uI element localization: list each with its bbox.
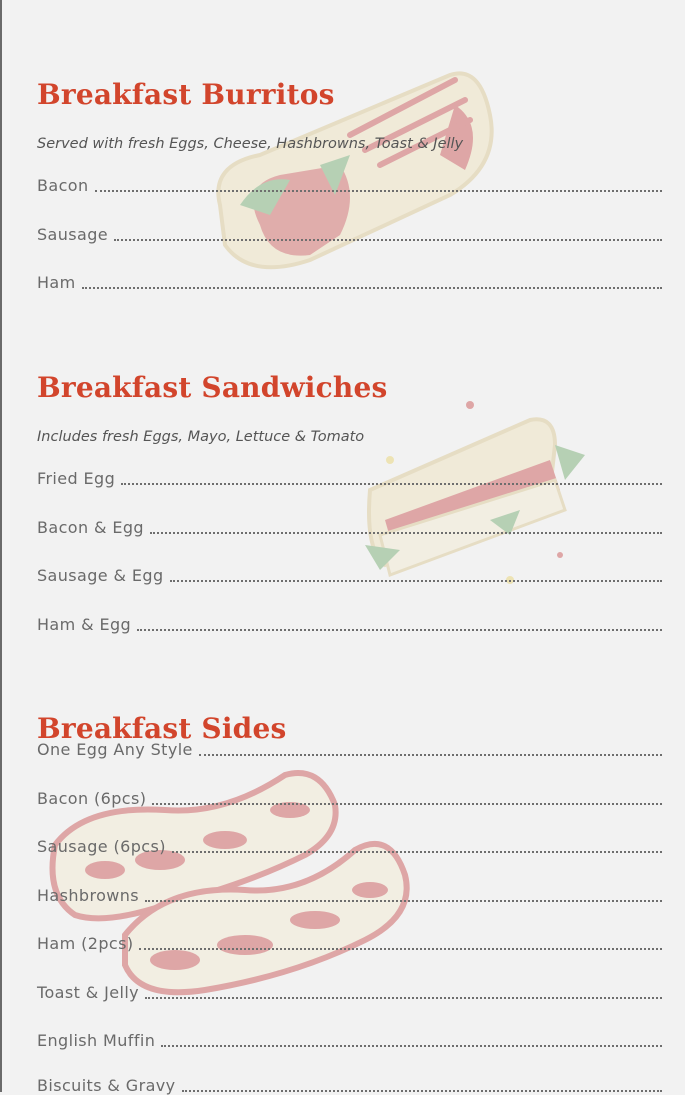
dotted-leader [152,802,662,805]
dotted-leader [145,899,662,902]
menu-item-name: Sausage & Egg [37,566,164,585]
menu-item[interactable] [37,788,662,808]
menu-item[interactable] [37,224,662,244]
menu-item-name: Ham & Egg [37,615,132,634]
menu-item[interactable] [37,517,662,537]
dotted-leader [82,286,662,289]
sandwich-illustration [360,400,610,590]
menu-item-name: Bacon & Egg [37,518,144,537]
dotted-leader [199,753,662,756]
menu-item-name: Bacon [37,176,89,195]
section-title: Breakfast Sides [37,712,287,745]
menu-item-name: Hashbrowns [37,886,140,905]
menu-item[interactable] [37,982,662,1002]
menu-item-name: Fried Egg [37,469,116,488]
dotted-leader [95,189,662,192]
menu-item[interactable] [37,1075,662,1095]
menu-item[interactable] [37,933,662,953]
menu-item[interactable] [37,836,662,856]
menu-item[interactable] [37,565,662,585]
dotted-leader [114,238,662,241]
menu-item-name: Bacon (6pcs) [37,789,147,808]
left-border [0,0,2,1092]
dotted-leader [121,482,662,485]
dotted-leader [137,628,662,631]
dotted-leader [161,1044,662,1047]
menu-item-name: Toast & Jelly [37,983,140,1002]
menu-item[interactable] [37,1030,662,1050]
section-title: Breakfast Burritos [37,78,335,111]
dotted-leader [150,531,662,534]
menu-item-name: Biscuits & Gravy [37,1076,176,1095]
dotted-leader [172,850,662,853]
menu-item-name: English Muffin [37,1031,156,1050]
menu-item-name: Ham (2pcs) [37,934,134,953]
section-subtitle: Includes fresh Eggs, Mayo, Lettuce & Tomato [37,429,365,445]
menu-item-name: Sausage [37,225,109,244]
section-title: Breakfast Sandwiches [37,371,388,404]
menu-item-name: One Egg Any Style [37,740,193,759]
dotted-leader [145,996,662,999]
menu-item[interactable] [37,175,662,195]
section-subtitle: Served with fresh Eggs, Cheese, Hashbrowns, Toast & Jelly [37,136,464,152]
menu-item[interactable] [37,468,662,488]
menu-item[interactable] [37,739,662,759]
menu-item-name: Sausage (6pcs) [37,837,166,856]
dotted-leader [170,579,662,582]
dotted-leader [139,947,662,950]
menu-item[interactable] [37,614,662,634]
menu-item[interactable] [37,272,662,292]
menu-item[interactable] [37,885,662,905]
menu-item-name: Ham [37,273,76,292]
